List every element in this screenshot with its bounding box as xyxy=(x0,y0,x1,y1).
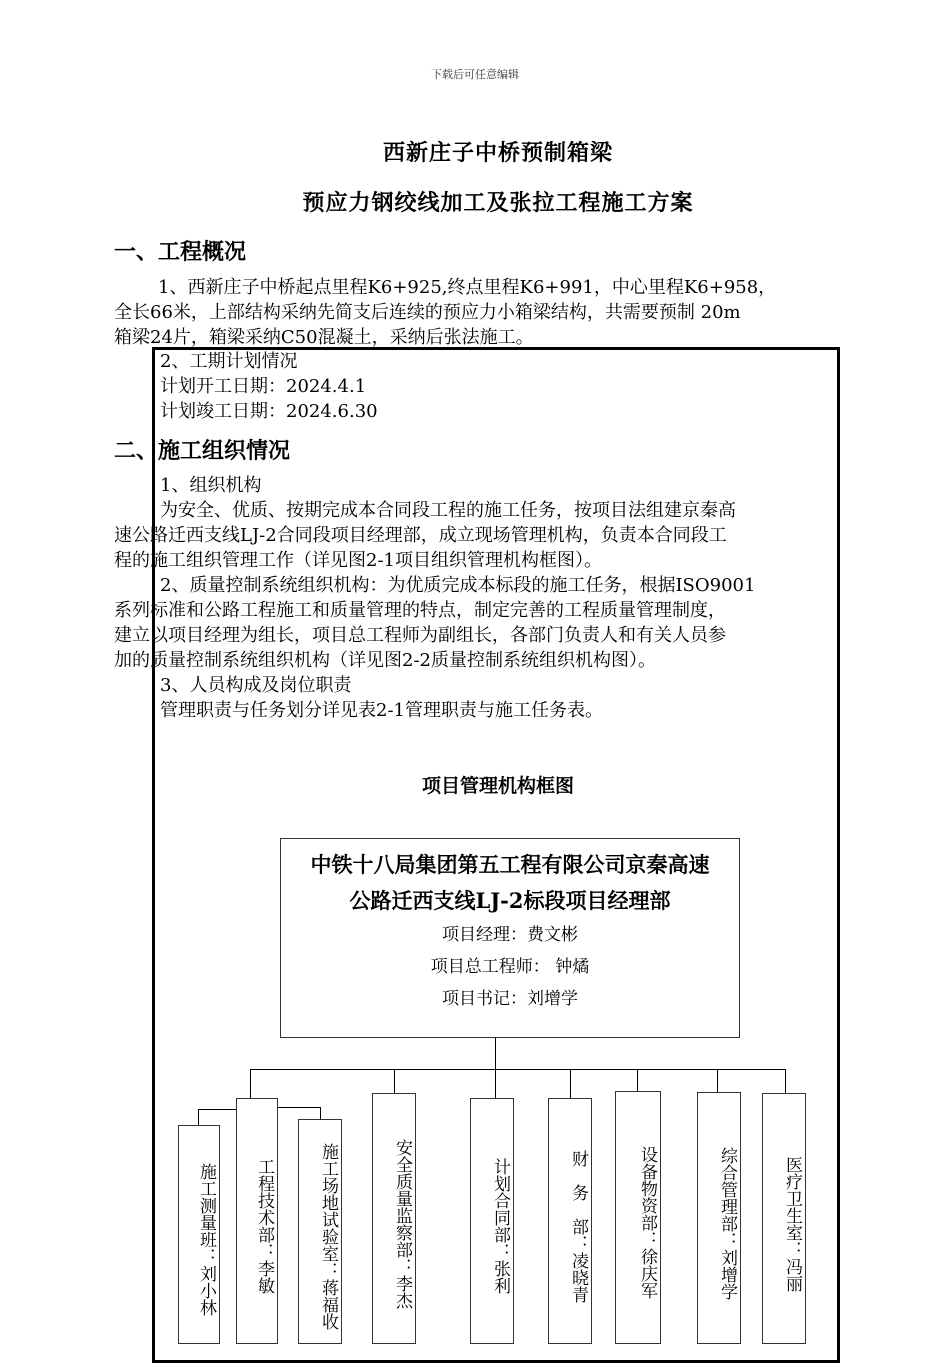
chief-engineer: 项目总工程师： 钟燏 xyxy=(430,957,590,977)
staff-text: 管理职责与任务划分详见表2-1管理职责与施工任务表。 xyxy=(160,700,603,721)
connector-drop xyxy=(717,1069,718,1092)
para-line: 速公路迁西支线LJ-2合同段项目经理部，成立现场管理机构，负责本合同段工 xyxy=(114,525,727,546)
connector-drop xyxy=(570,1069,571,1099)
para-line: 程的施工组织管理工作（详见图2-1项目组织管理机构框图）。 xyxy=(114,550,602,571)
project-secretary: 项目书记：刘增学 xyxy=(442,989,578,1009)
connector-side xyxy=(198,1109,236,1110)
section1-heading: 一、工程概况 xyxy=(114,239,247,265)
section1-paragraph xyxy=(114,275,884,350)
para-line: 2、质量控制系统组织机构：为优质完成本标段的施工任务，根据ISO9001 xyxy=(160,575,756,596)
connector-drop xyxy=(785,1069,786,1093)
dept-general-admin: 综合管理部：刘增学 xyxy=(697,1092,741,1344)
hq-name-line2: 公路迁西支线LJ-2标段项目经理部 xyxy=(349,888,671,913)
connector-side xyxy=(278,1107,320,1108)
connector-drop xyxy=(250,1069,251,1099)
para-line: 系列标准和公路工程施工和质量管理的特点，制定完善的工程质量管理制度， xyxy=(114,600,726,621)
project-manager: 项目经理：费文彬 xyxy=(442,925,578,945)
connector-trunk xyxy=(495,1037,496,1070)
dept-equipment-materials: 设备物资部：徐庆军 xyxy=(615,1091,661,1344)
org-chart-title: 项目管理机构框图 xyxy=(421,775,574,797)
dept-survey-team: 施工测量班：刘小林 xyxy=(178,1125,220,1344)
dept-safety-quality: 安全质量监察部：李杰 xyxy=(372,1093,416,1344)
dept-engineering: 工程技术部：李敏 xyxy=(236,1098,278,1344)
document-title-line1: 西新庄子中桥预制箱梁 xyxy=(382,140,613,166)
connector-drop xyxy=(637,1069,638,1091)
schedule-title: 2、工期计划情况 xyxy=(160,351,298,372)
hq-box xyxy=(280,838,740,1038)
dept-planning-contract: 计划合同部：张利 xyxy=(470,1098,514,1344)
connector-bus xyxy=(250,1069,785,1070)
end-date: 计划竣工日期：2024.6.30 xyxy=(160,401,378,422)
watermark: 下载后可任意编辑 xyxy=(431,68,519,81)
connector-drop xyxy=(394,1069,395,1093)
staff-title: 3、人员构成及岗位职责 xyxy=(160,675,352,696)
connector-drop xyxy=(495,1069,496,1099)
connector-side xyxy=(320,1107,321,1119)
para-line: 全长66米，上部结构采纳先简支后连续的预应力小箱梁结构，共需要预制 20m xyxy=(114,302,741,323)
section2-heading: 二、施工组织情况 xyxy=(114,438,291,464)
para-line: 建立以项目经理为组长，项目总工程师为副组长，各部门负责人和有关人员参 xyxy=(114,625,726,646)
para-line: 加的质量控制系统组织机构（详见图2-2质量控制系统组织机构图）。 xyxy=(114,650,656,671)
dept-finance: 财 务 部：凌晓青 xyxy=(548,1098,592,1344)
quality-paragraph xyxy=(114,573,884,673)
para-line: 1、西新庄子中桥起点里程K6+925,终点里程K6+991，中心里程K6+958， xyxy=(158,277,777,298)
start-date: 计划开工日期：2024.4.1 xyxy=(160,376,367,397)
hq-name-line1: 中铁十八局集团第五工程有限公司京秦高速 xyxy=(310,852,710,877)
org-paragraph xyxy=(114,498,884,573)
dept-site-lab: 施工场地试验室：蒋福收 xyxy=(298,1119,342,1344)
para-line: 为安全、优质、按期完成本合同段工程的施工任务，按项目法组建京秦高 xyxy=(160,500,736,521)
connector-side xyxy=(198,1109,199,1125)
document-title-line2: 预应力钢绞线加工及张拉工程施工方案 xyxy=(302,190,694,216)
dept-medical: 医疗卫生室：冯丽 xyxy=(762,1093,806,1344)
org-title: 1、组织机构 xyxy=(160,475,262,496)
para-line: 箱梁24片，箱梁采纳C50混凝土，采纳后张法施工。 xyxy=(114,327,534,348)
